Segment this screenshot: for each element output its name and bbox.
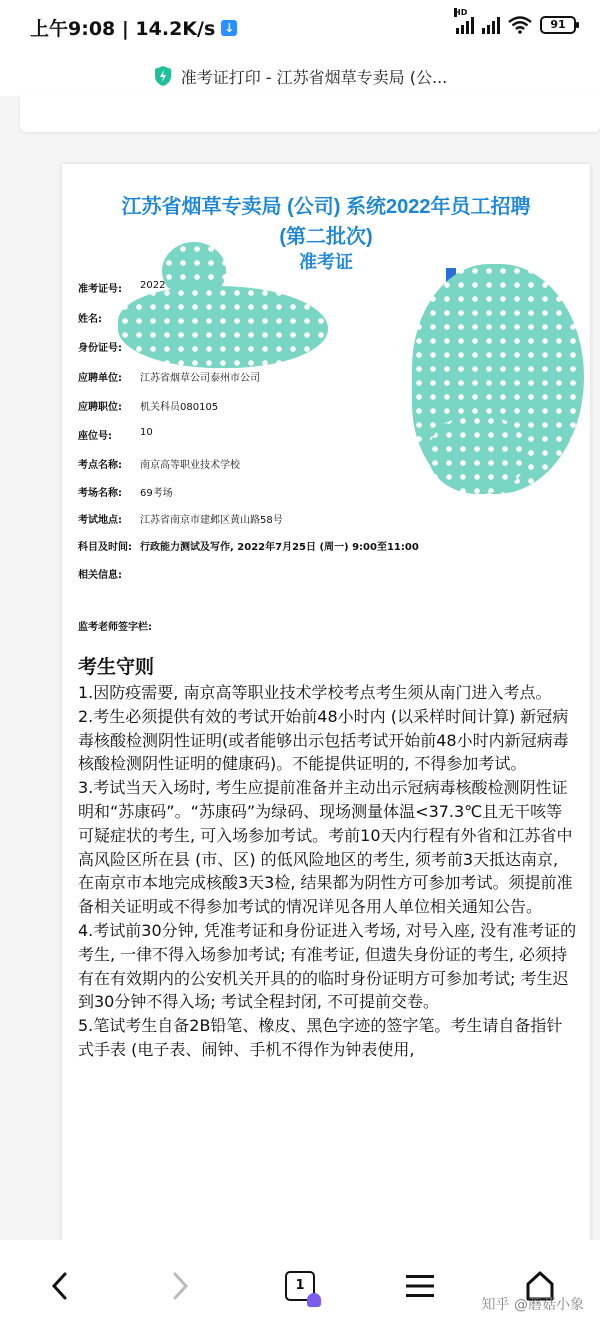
- url-bar[interactable]: [0, 56, 600, 96]
- battery-icon: 91: [540, 16, 576, 34]
- rule-item: 2.考生必须提供有效的考试开始前48小时内 (以采样时间计算) 新冠病毒核酸检测阴性证明(或者能够出示包括考试开始前48小时内新冠病毒核酸检测阴性证明的健康码)。不能提供证明的, 不得参加考试。: [78, 706, 569, 774]
- label-position: 应聘职位:: [78, 402, 122, 413]
- value-ticket-no: 2022: [140, 280, 166, 291]
- back-button[interactable]: [38, 1264, 82, 1308]
- network-label: HD: [454, 8, 468, 17]
- tabs-button[interactable]: [278, 1264, 322, 1308]
- bottom-nav: [0, 1240, 600, 1333]
- label-address: 考试地点:: [78, 515, 122, 526]
- label-proctor: 监考老师签字栏:: [78, 622, 152, 633]
- rule-item: 3.考试当天入场时, 考生应提前准备并主动出示冠病毒核酸检测阴性证明和“苏康码”。“苏康码”为绿码、现场测量体温<37.3℃且无干咳等可疑症状的考生, 可入场参加考试。考前10天内行程有外省和江苏省中高风险区所在县 (市、区) 的低风险地区的考生, 须考前3天抵达南京, 在南京市本地完成核酸3天3检, 结果都为阴性方可参加考试。须提前准备相关证明或不得参加考试的情况详见各用人单位相关通知公告。: [78, 778, 573, 917]
- privacy-mask: [118, 286, 328, 368]
- exam-rules: [78, 652, 578, 1062]
- value-seat: 10: [140, 427, 153, 438]
- label-room: 考场名称:: [78, 488, 122, 499]
- value-unit: 江苏省烟草公司泰州市公司: [140, 373, 260, 384]
- value-subject: 行政能力测试及写作, 2022年7月25日 (周一) 9:00至11:00: [140, 542, 419, 553]
- rule-item: 4.考试前30分钟, 凭准考证和身份证进入考场, 对号入座, 没有准考证的考生, 一律不得入场参加考试; 有准考证, 但遗失身份证的考生, 必须持有在有效期内的公安机关开具的的临时身份证明方可参加考试; 考生迟到30分钟不得入场; 考试全程封闭, 不可提前交卷。: [78, 920, 577, 1012]
- rule-item: 5.笔试考生自备2B铅笔、橡皮、黑色字迹的签字笔。考生请自备指针式手表 (电子表、闹钟、手机不得作为钟表使用,: [78, 1016, 563, 1059]
- label-seat: 座位号:: [78, 431, 112, 442]
- doc-title-line2: (第二批次): [279, 226, 373, 248]
- status-left: [30, 14, 237, 41]
- label-ticket-no: 准考证号:: [78, 284, 122, 295]
- value-position: 机关科员080105: [140, 402, 219, 413]
- doc-title-line1: 江苏省烟草专卖局 (公司) 系统2022年员工招聘: [121, 196, 531, 218]
- menu-button[interactable]: [398, 1264, 442, 1308]
- watermark: 知乎 @蘑菇小象: [481, 1297, 584, 1313]
- ghost-icon: [307, 1293, 321, 1307]
- previous-card: [20, 96, 600, 132]
- menu-icon: [404, 1273, 436, 1299]
- label-site: 考点名称:: [78, 460, 122, 471]
- value-address: 江苏省南京市建邺区黄山路58号: [140, 515, 283, 526]
- status-bar: [0, 0, 600, 56]
- tab-count-value: 1: [295, 1278, 305, 1293]
- chevron-left-icon: [48, 1271, 72, 1301]
- label-subject: 科目及时间:: [78, 542, 132, 553]
- forward-button[interactable]: [158, 1264, 202, 1308]
- tab-count: [285, 1271, 315, 1301]
- status-right: [454, 8, 576, 34]
- rule-item: 1.因防疫需要, 南京高等职业技术学校考点考生须从南门进入考点。: [78, 683, 552, 702]
- chevron-right-icon: [168, 1271, 192, 1301]
- signal-icon: [454, 8, 474, 34]
- shield-icon: [153, 65, 173, 87]
- label-info: 相关信息:: [78, 570, 122, 581]
- download-icon: ↓: [221, 20, 237, 36]
- value-room: 69考场: [140, 488, 173, 499]
- privacy-mask: [428, 414, 528, 494]
- admission-ticket: [62, 164, 590, 1244]
- page-title: 准考证打印 - 江苏省烟草专卖局 (公...: [180, 67, 448, 87]
- time-speed: 上午9:08 | 14.2K/s: [30, 18, 216, 40]
- label-unit: 应聘单位:: [78, 373, 122, 384]
- label-name: 姓名:: [78, 314, 102, 325]
- rules-title: 考生守则: [78, 656, 155, 678]
- label-id-no: 身份证号:: [78, 343, 122, 354]
- wifi-icon: [508, 16, 532, 34]
- value-site: 南京高等职业技术学校: [140, 460, 240, 471]
- doc-title-line3: 准考证: [299, 252, 353, 272]
- signal-icon-2: [482, 16, 500, 34]
